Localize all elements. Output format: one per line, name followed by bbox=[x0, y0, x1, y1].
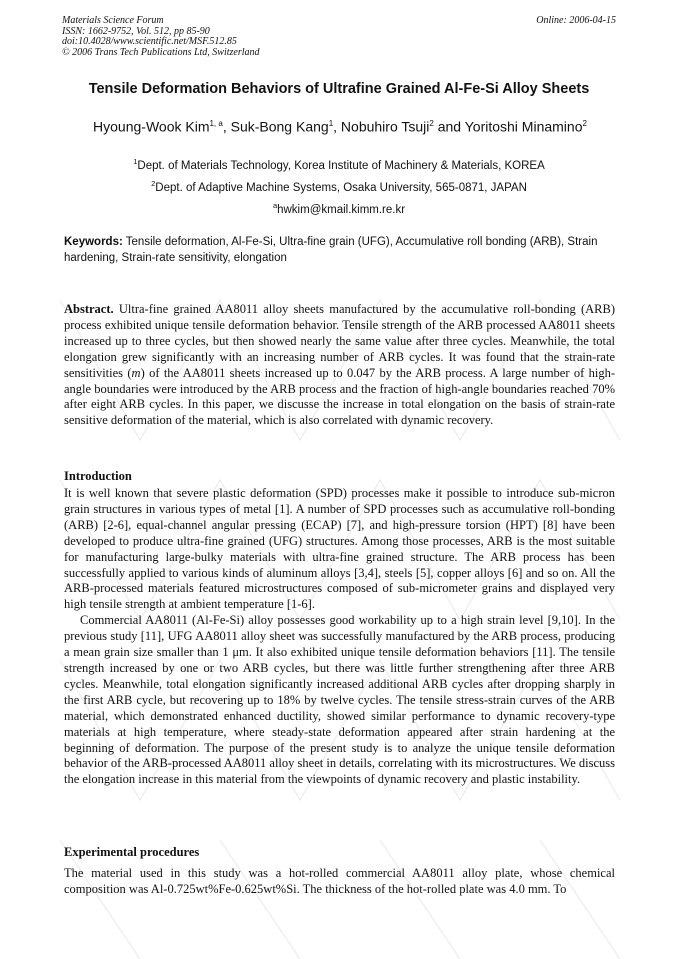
affiliation-1 bbox=[0, 157, 678, 172]
author-affiliation-mark: 2 bbox=[582, 119, 587, 128]
author-name: and Yoritoshi Minamino bbox=[433, 118, 583, 135]
author-list bbox=[70, 114, 610, 137]
paper-title: Tensile Deformation Behaviors of Ultrafine Grained Al-Fe-Si Alloy Sheets bbox=[88, 81, 590, 97]
author-affiliation-mark: 1, a bbox=[209, 119, 223, 128]
abstract bbox=[64, 302, 615, 429]
journal-name: Materials Science Forum bbox=[62, 15, 164, 26]
author-affiliation-mark: 2 bbox=[429, 119, 434, 128]
issn-line: ISSN: 1662-9752, Vol. 512, pp 85-90 bbox=[62, 25, 210, 37]
affiliation-mark: 1 bbox=[133, 157, 138, 166]
experimental-paragraph-1: The material used in this study was a hot-rolled commercial AA8011 alloy plate, whose chemical composition was Al-0.725wt%Fe-0.625wt%Si. The thickness of the hot-rolled plate was 4.0 mm. To bbox=[64, 866, 615, 896]
author-name: Hyoung-Wook Kim bbox=[93, 118, 210, 135]
affiliation-mark: 2 bbox=[151, 179, 156, 188]
introduction-paragraph-2: Commercial AA8011 (Al-Fe-Si) alloy possesses good workability up to a high strain level [9,10]. In the previous study [11], UFG AA8011 alloy sheet was successfully manufactured by the ARB process, producing a mean grain size smaller than 1 μm. It also exhibited unique tensile deformation behaviors [11]. The tensile strength increased by one or two ARB cycles, but there was little further strengthening after three ARB cycles. Meanwhile, total elongation significantly increased additional ARB cycles after dropping sharply in the first ARB cycle, but recovering up to 18% by twelve cycles. The tensile stress-strain curves of the ARB material, which demonstrated enhanced ductility, showed similar performance to dynamic recovery-type materials at high temperature, where steady-state deformation appeared after strain hardening at the beginning of deformation. The purpose of the present study is to analyze the unique tensile deformation behavior of the ARB-processed AA8011 alloy sheet in details, correlating with its microstructures. We discuss the elongation increase in this material from the viewpoints of dynamic recovery and plastic instability. bbox=[64, 613, 615, 787]
affiliation-mark: a bbox=[272, 201, 278, 210]
journal-header bbox=[62, 16, 616, 58]
affiliation-text: Dept. of Materials Technology, Korea Institute of Machinery & Materials, KOREA bbox=[137, 159, 545, 172]
author-name: Nobuhiro Tsuji bbox=[337, 118, 430, 135]
keywords-label: Keywords: bbox=[64, 236, 123, 248]
author-separator: , bbox=[333, 118, 338, 135]
keywords-text: Tensile deformation, Al-Fe-Si, Ultra-fine grain (UFG), Accumulative roll bonding (ARB), Strain hardening, Strain-rate sensitivity, elongation bbox=[64, 236, 598, 264]
author-name: Suk-Bong Kang bbox=[226, 118, 329, 135]
introduction-heading: Introduction bbox=[64, 469, 132, 483]
abstract-text: Ultra-fine grained AA8011 alloy sheets manufactured by the accumulative roll-bonding (ARB) process exhibited unique tensile deformation behavior. Tensile strength of the ARB processed AA8011 sheets increased up to three cycles, but then showed nearly the same value after three cycles. Meanwhile, the total elongation grew significantly with an increasing number of ARB cycles. It was found that the strain-rate sensitivities ( bbox=[64, 302, 615, 380]
author-separator: , bbox=[222, 118, 227, 135]
abstract-text: ) of the AA8011 sheets increased up to 0.047 by the ARB process. A large number of high-angle boundaries were introduced by the ARB process and the fraction of high-angle boundaries reached 70% after eight ARB cycles. In this paper, we discusse the increase in total elongation on the basis of strain-rate sensitive deformation of the material, which is also correlated with dynamic recovery. bbox=[64, 365, 615, 428]
affiliation-email bbox=[0, 201, 678, 216]
introduction-paragraph-1: It is well known that severe plastic deformation (SPD) processes make it possible to introduce sub-micron grain structures in various types of metal [1]. A number of SPD processes such as accumulative roll-bonding (ARB) [2-6], equal-channel angular pressing (ECAP) [7], and high-pressure torsion (HPT) [8] have been developed to produce ultra-fine grained (UFG) structures. Among those processes, ARB is the most suitable for manufacturing large-bulky materials with ultra-fine grained structure. The ARB process has been successfully applied to various kinds of aluminum alloys [3,4], steels [5], copper alloys [6] and so on. All the ARB-processed materials featured microstructures composed of sub-micrometer grains and displayed very high tensile strength at ambient temperature [1-6]. bbox=[64, 486, 615, 612]
abstract-label: Abstract. bbox=[64, 302, 114, 316]
copyright-line: © 2006 Trans Tech Publications Ltd, Switzerland bbox=[62, 46, 260, 58]
email-text: hwkim@kmail.kimm.re.kr bbox=[277, 203, 406, 216]
introduction-body bbox=[64, 486, 615, 788]
keywords bbox=[64, 234, 616, 266]
affiliation-text: Dept. of Adaptive Machine Systems, Osaka University, 565-0871, JAPAN bbox=[155, 181, 527, 194]
author-affiliation-mark: 1 bbox=[328, 119, 334, 128]
experimental-body bbox=[64, 866, 615, 898]
abstract-symbol: m bbox=[131, 365, 141, 380]
doi-line: doi:10.4028/www.scientific.net/MSF.512.85 bbox=[62, 36, 237, 47]
experimental-heading: Experimental procedures bbox=[64, 845, 200, 859]
affiliation-2 bbox=[0, 179, 678, 194]
online-date: Online: 2006-04-15 bbox=[536, 15, 616, 26]
